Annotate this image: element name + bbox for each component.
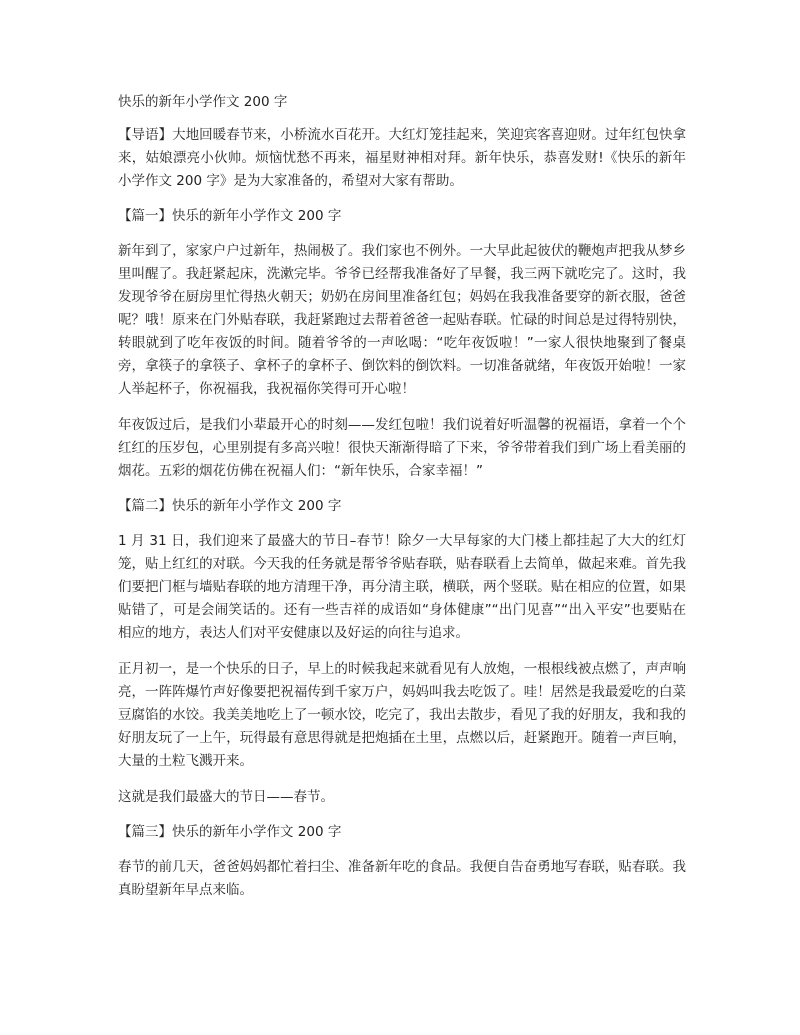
intro-paragraph: 【导语】大地回暖春节来，小桥流水百花开。大红灯笼挂起来，笑迎宾客喜迎财。过年红包快拿来，姑娘漂亮小伙帅。烦恼忧愁不再来，福星财神相对拜。新年快乐，恭喜发财!《快乐的新年小学作文 200 字》是为大家准备的，希望对大家有帮助。 xyxy=(118,127,686,189)
section-2-paragraph-1: 1 月 31 日，我们迎来了最盛大的节日–春节！除夕一大早每家的大门楼上都挂起了大大的红灯笼，贴上红红的对联。今天我的任务就是帮爷爷贴春联，贴春联看上去简单，做起来难。首先我们要把门框与墙贴春联的地方清理干净，再分清主联，横联，两个竖联。贴在相应的位置，如果贴错了，可是会闹笑话的。还有一些吉祥的成语如“身体健康”“出门见喜”“出入平安”也要贴在相应的地方，表达人们对平安健康以及好运的向往与追求。 xyxy=(118,533,686,641)
section-3-paragraph-1: 春节的前几天，爸爸妈妈都忙着扫尘、准备新年吃的食品。我便自告奋勇地写春联，贴春联。我真盼望新年早点来临。 xyxy=(118,859,686,898)
document-page xyxy=(118,92,686,915)
section-1-paragraph-1: 新年到了，家家户户过新年，热闹极了。我们家也不例外。一大早此起彼伏的鞭炮声把我从梦乡里叫醒了。我赶紧起床，洗漱完毕。爷爷已经帮我准备好了早餐，我三两下就吃完了。这时，我发现爷爷在厨房里忙得热火朝天；奶奶在房间里准备红包；妈妈在我我准备要穿的新衣服，爸爸呢？哦！原来在门外贴春联，我赶紧跑过去帮着爸爸一起贴春联。忙碌的时间总是过得特别快，转眼就到了吃年夜饭的时间。随着爷爷的一声吆喝：“吃年夜饭啦！”一家人很快地聚到了餐桌旁，拿筷子的拿筷子、拿杯子的拿杯子、倒饮料的倒饮料。一切准备就绪，年夜饭开始啦！一家人举起杯子，你祝福我，我祝福你笑得可开心啦！ xyxy=(118,243,686,397)
section-1-heading: 【篇一】快乐的新年小学作文 200 字 xyxy=(118,208,342,224)
section-1-paragraph-2: 年夜饭过后，是我们小辈最开心的时刻——发红包啦！我们说着好听温馨的祝福语，拿着一个个红红的压岁包，心里别提有多高兴啦！很快天渐渐得暗了下来，爷爷带着我们到广场上看美丽的烟花。五彩的烟花仿佛在祝福人们：“新年快乐，合家幸福！” xyxy=(118,417,686,479)
section-3-heading: 【篇三】快乐的新年小学作文 200 字 xyxy=(118,824,342,840)
section-2-heading: 【篇二】快乐的新年小学作文 200 字 xyxy=(118,498,342,514)
section-2-paragraph-3: 这就是我们最盛大的节日——春节。 xyxy=(118,789,334,805)
document-title: 快乐的新年小学作文 200 字 xyxy=(118,94,288,110)
section-2-paragraph-2: 正月初一，是一个快乐的日子，早上的时候我起来就看见有人放炮，一根根线被点燃了，声声响亮，一阵阵爆竹声好像要把祝福传到千家万户，妈妈叫我去吃饭了。哇！居然是我最爱吃的白菜豆腐馅的水饺。我美美地吃上了一顿水饺，吃完了，我出去散步，看见了我的好朋友，我和我的好朋友玩了一上午，玩得最有意思得就是把炮插在土里，点燃以后，赶紧跑开。随着一声巨响，大量的土粒飞溅开来。 xyxy=(118,661,686,769)
